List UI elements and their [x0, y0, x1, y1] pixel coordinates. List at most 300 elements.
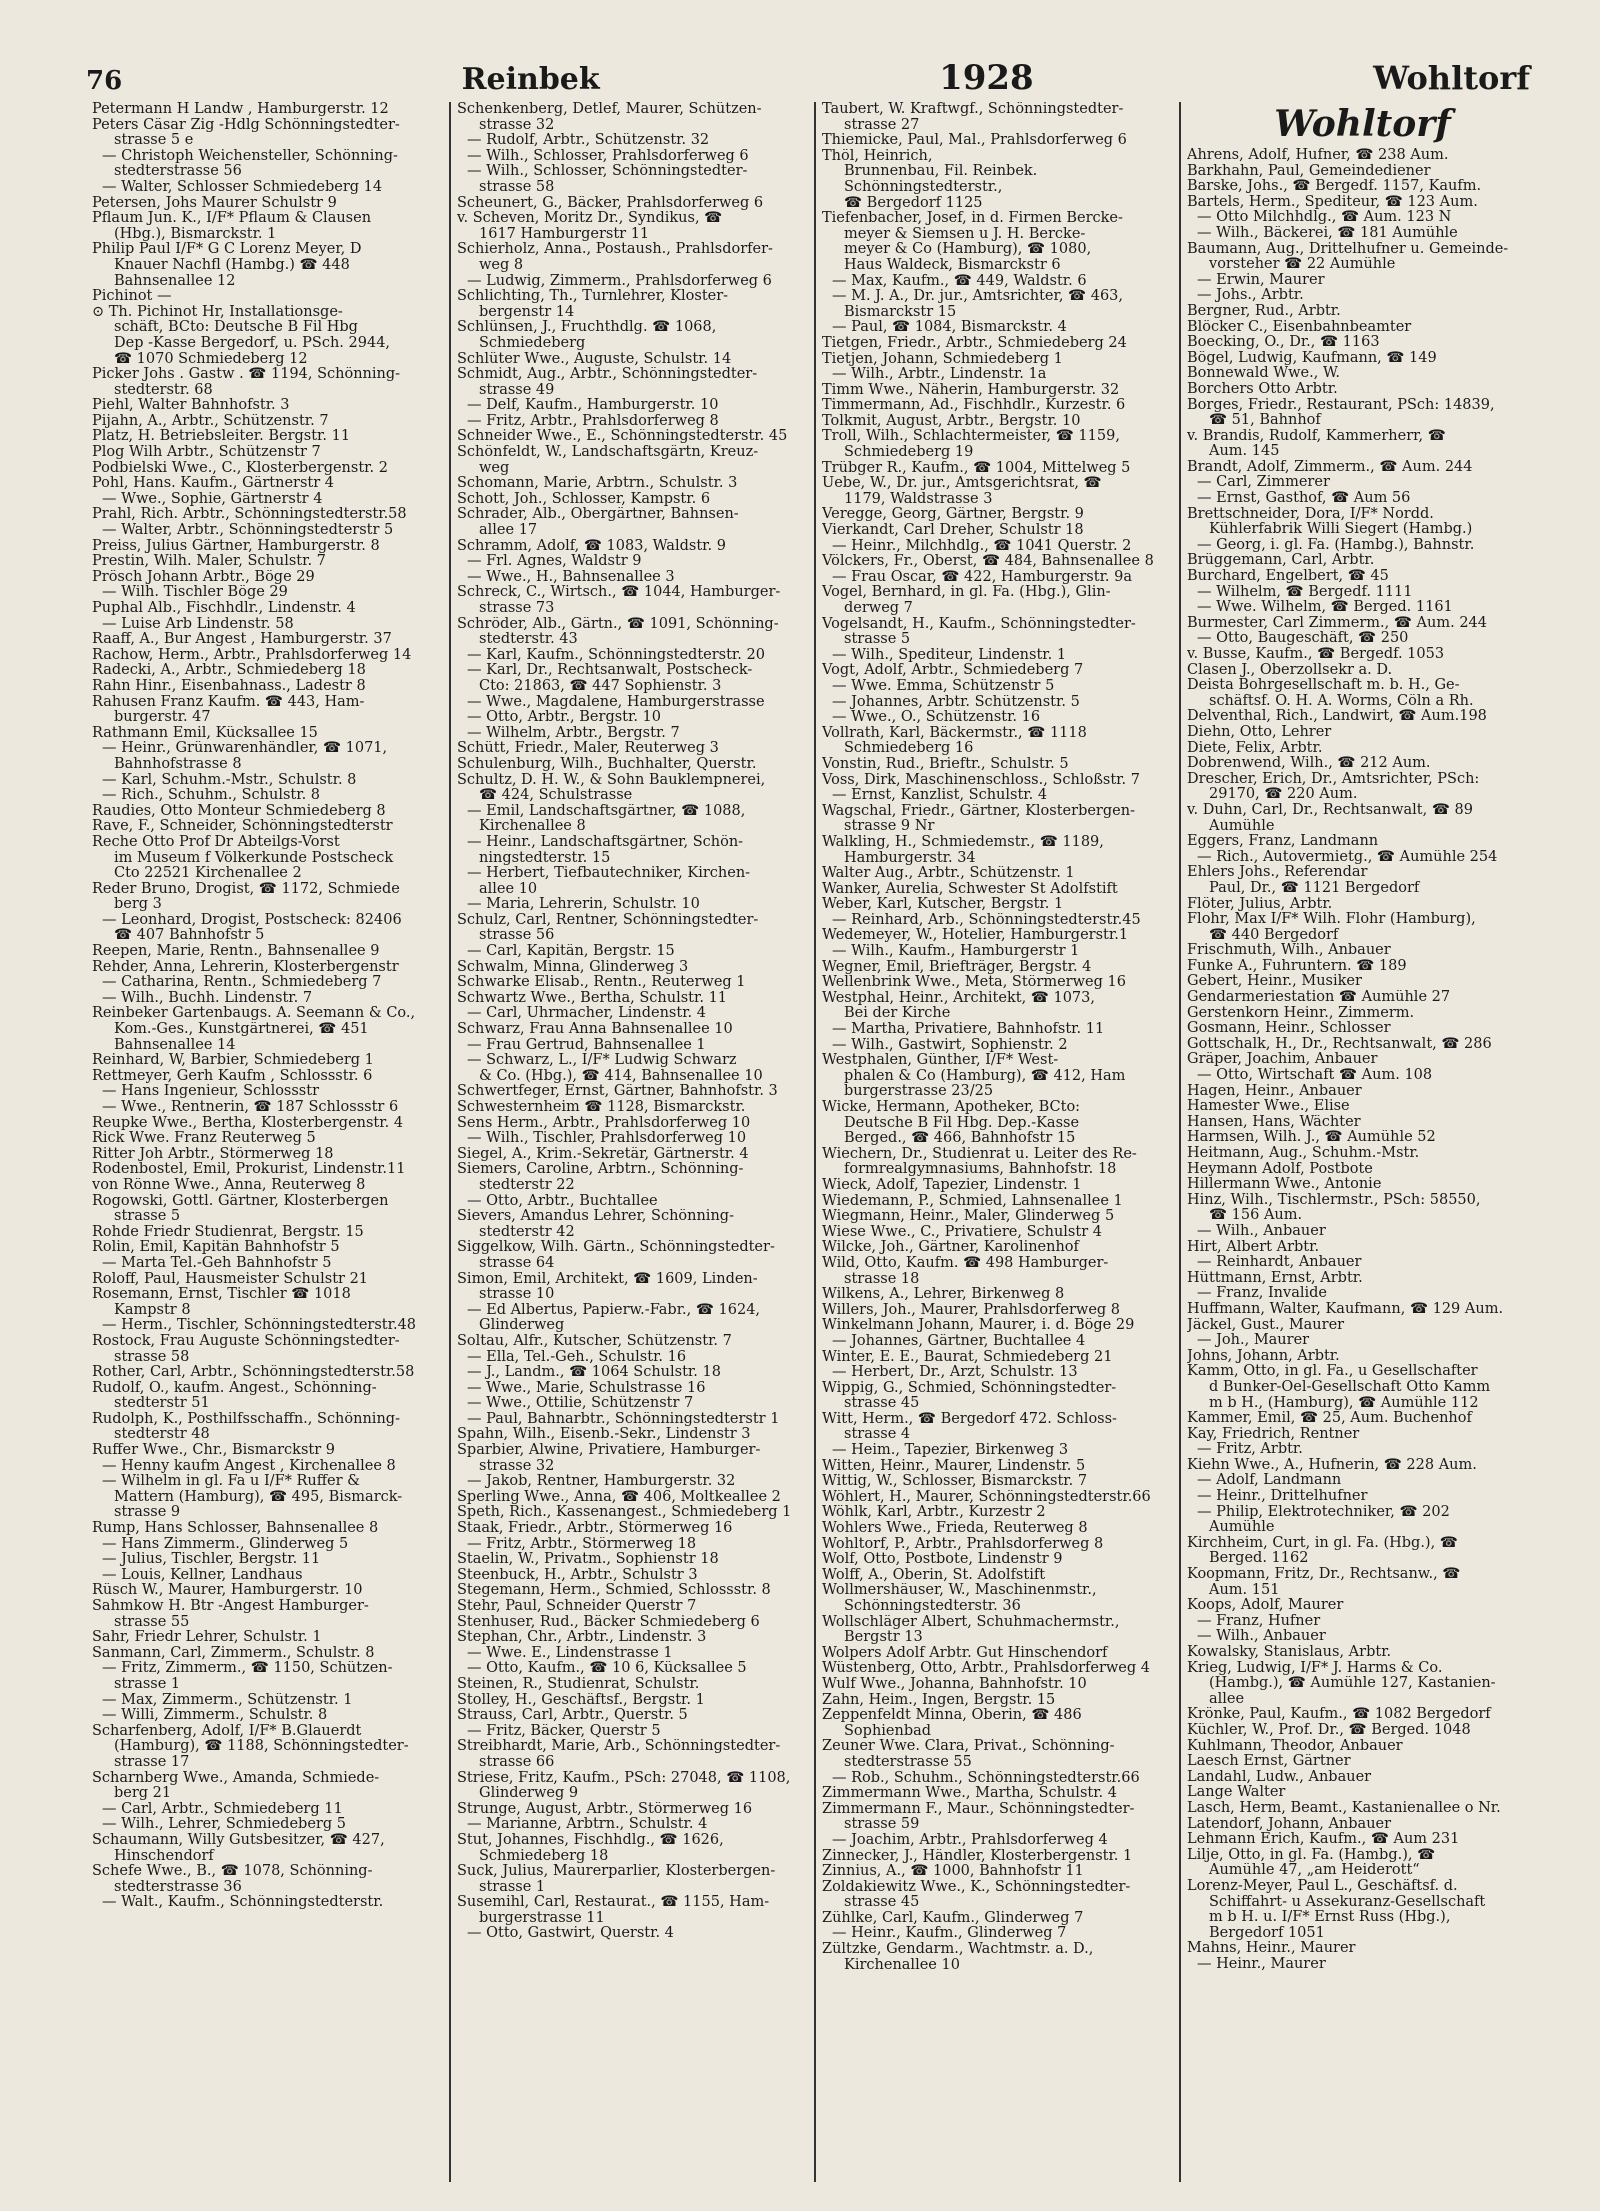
directory-entry-line: — Catharina, Rentn., Schmiedeberg 7 [102, 975, 382, 991]
directory-entry-line: Kammer, Emil, ☎ 25, Aum. Buchenhof [1187, 1411, 1472, 1427]
directory-entry-line: Stenhuser, Rud., Bäcker Schmiedeberg 6 [457, 1614, 760, 1630]
header-place: Reinbek [461, 62, 600, 97]
directory-entry-line: Diete, Felix, Arbtr. [1187, 740, 1323, 756]
directory-entry-line: Taubert, W. Kraftwgf., Schönningstedter- [822, 102, 1124, 117]
directory-entry-line: Bonnewald Wwe., W. [1187, 366, 1340, 382]
directory-entry-line: weg 8 [479, 257, 524, 273]
directory-entry-line: Trübger R., Kaufm., ☎ 1004, Mittelweg 5 [822, 460, 1131, 476]
directory-entry-line: — M. J. A., Dr. jur., Amtsrichter, ☎ 463, [832, 289, 1123, 305]
directory-entry-line: Soltau, Alfr., Kutscher, Schützenstr. 7 [457, 1333, 732, 1349]
directory-entry-line: Rosemann, Ernst, Tischler ☎ 1018 [92, 1287, 351, 1303]
directory-entry-line: Wolpers Adolf Arbtr. Gut Hinschendorf [822, 1645, 1108, 1661]
directory-entry-line: — Rudolf, Arbtr., Schützenstr. 32 [467, 133, 710, 149]
directory-entry-line: Aum. 151 [1209, 1582, 1280, 1598]
directory-entry-line: Picker Johs . Gastw . ☎ 1194, Schönning- [92, 367, 401, 383]
directory-entry-line: Weber, Karl, Kutscher, Bergstr. 1 [822, 897, 1064, 913]
directory-entry-line: Schulenburg, Wilh., Buchhalter, Querstr. [457, 756, 757, 772]
directory-entry-line: — Frau Gertrud, Bahnsenallee 1 [467, 1037, 706, 1053]
directory-entry-line: — Max, Kaufm., ☎ 449, Waldstr. 6 [832, 273, 1087, 289]
directory-entry-line: Rostock, Frau Auguste Schönningstedter- [92, 1333, 400, 1349]
directory-entry-line: Wellenbrink Wwe., Meta, Störmerweg 16 [822, 975, 1126, 991]
directory-entry-line: Hüttmann, Ernst, Arbtr. [1187, 1270, 1363, 1286]
directory-entry-line: — Wilh., Buchh. Lindenstr. 7 [102, 990, 313, 1006]
directory-entry-line: Funke A., Fuhruntern. ☎ 189 [1187, 958, 1407, 974]
header-right-title: Wohltorf [1373, 59, 1530, 97]
directory-entry-line: Barkhahn, Paul, Gemeindediener [1187, 163, 1431, 179]
directory-entry-line: — Otto, Gastwirt, Querstr. 4 [467, 1926, 674, 1942]
directory-entry-line: Bahnsenallee 14 [114, 1037, 236, 1053]
directory-entry-line: ⊙ Th. Pichinot Hr, Installationsge- [92, 304, 343, 320]
directory-entry-line: — Fritz, Arbtr., Störmerweg 18 [467, 1536, 697, 1552]
directory-entry-line: Frischmuth, Wilh., Anbauer [1187, 943, 1391, 959]
directory-entry-line: stedterstrasse 55 [844, 1754, 972, 1770]
directory-entry-line: Aumühle 47, „am Heiderott“ [1209, 1863, 1420, 1879]
directory-entry-line: Wolf, Otto, Postbote, Lindenstr 9 [822, 1552, 1063, 1568]
directory-entry-line: Schott, Joh., Schlosser, Kampstr. 6 [457, 491, 711, 507]
directory-entry-line: — Reinhardt, Anbauer [1197, 1255, 1362, 1271]
directory-entry-line: Lehmann Erich, Kaufm., ☎ Aum 231 [1187, 1832, 1460, 1848]
directory-entry-line: — Louis, Kellner, Landhaus [102, 1567, 303, 1583]
directory-entry-line: Zinnius, A., ☎ 1000, Bahnhofstr 11 [822, 1864, 1084, 1880]
directory-entry-line: Pichinot — [92, 289, 172, 305]
directory-entry-line: Podbielski Wwe., C., Klosterbergenstr. 2 [92, 460, 388, 476]
directory-entry-line: — Ella, Tel.-Geh., Schulstr. 16 [467, 1349, 687, 1365]
directory-entry-line: strasse 73 [479, 601, 555, 616]
directory-entry-line: v. Brandis, Rudolf, Kammerherr, ☎ [1187, 428, 1446, 444]
directory-entry-line: Reinhard, W, Barbier, Schmiedeberg 1 [92, 1053, 374, 1069]
directory-entry-line: Burmester, Carl Zimmerm., ☎ Aum. 244 [1187, 615, 1488, 631]
directory-entry-line: Gendarmeriestation ☎ Aumühle 27 [1187, 990, 1451, 1006]
directory-entry-line: Blöcker C., Eisenbahnbeamter [1187, 319, 1412, 335]
directory-entry-line: — Johannes, Gärtner, Buchtallee 4 [832, 1333, 1086, 1349]
directory-entry-line: Lilje, Otto, in gl. Fa. (Hambg.), ☎ [1187, 1847, 1436, 1863]
directory-entry-line: — Christoph Weichensteller, Schönning- [102, 148, 398, 164]
directory-entry-line: strasse 59 [844, 1817, 920, 1833]
directory-entry-line: weg [479, 460, 510, 476]
directory-entry-line: strasse 5 [114, 1209, 181, 1225]
directory-entry-line: Speth, Rich., Kassenangest., Schmiedeberg 1 [457, 1505, 792, 1521]
directory-entry-line: — Rob., Schuhm., Schönningstedterstr.66 [832, 1770, 1140, 1786]
directory-entry-line: Schulz, Carl, Rentner, Schönningstedter- [457, 912, 759, 928]
directory-entry-line: Rüsch W., Maurer, Hamburgerstr. 10 [92, 1583, 363, 1599]
directory-entry-line: Diehn, Otto, Lehrer [1187, 724, 1332, 740]
directory-entry-line: Zeppenfeldt Minna, Oberin, ☎ 486 [822, 1708, 1082, 1724]
directory-entry-line: Pijahn, A., Arbtr., Schützenstr. 7 [92, 413, 329, 429]
directory-entry-line: Brunnenbau, Fil. Reinbek. [844, 164, 1038, 180]
directory-entry-line: — Luise Arb Lindenstr. 58 [102, 616, 294, 632]
directory-entry-line: Sanmann, Carl, Zimmerm., Schulstr. 8 [92, 1645, 375, 1661]
directory-entry-line: Rathmann Emil, Kücksallee 15 [92, 725, 318, 741]
directory-entry-line: Haus Waldeck, Bismarckstr 6 [844, 257, 1061, 273]
directory-entry-line: strasse 1 [114, 1676, 181, 1692]
directory-entry-line: Huffmann, Walter, Kaufmann, ☎ 129 Aum. [1187, 1301, 1504, 1317]
directory-entry-line: phalen & Co (Hamburg), ☎ 412, Ham [844, 1068, 1126, 1084]
directory-entry-line: Reche Otto Prof Dr Abteilgs-Vorst [92, 834, 340, 850]
directory-entry-line: Rachow, Herm., Arbtr., Prahlsdorferweg 14 [92, 647, 412, 663]
directory-entry-line: — Fritz, Bäcker, Querstr 5 [467, 1723, 661, 1739]
directory-entry-line: Wohlers Wwe., Frieda, Reuterweg 8 [822, 1521, 1088, 1537]
directory-entry-line: Laesch Ernst, Gärtner [1187, 1754, 1351, 1770]
directory-entry-line: Wilkens, A., Lehrer, Birkenweg 8 [822, 1287, 1065, 1303]
directory-entry-line: Simon, Emil, Architekt, ☎ 1609, Linden- [457, 1271, 758, 1287]
directory-entry-line: — Wilh., Gastwirt, Sophienstr. 2 [832, 1037, 1068, 1053]
directory-entry-line: strasse 66 [479, 1754, 555, 1770]
directory-entry-line: Schmiedeberg 16 [844, 741, 974, 757]
directory-entry-line: Steenbuck, H., Arbtr., Schulstr 3 [457, 1567, 698, 1583]
directory-entry-line: strasse 56 [479, 928, 555, 944]
directory-entry-line: Vogt, Adolf, Arbtr., Schmiedeberg 7 [822, 663, 1084, 679]
directory-entry-line: Peters Cäsar Zig -Hdlg Schönningstedter- [92, 117, 400, 133]
directory-entry-line: Stephan, Chr., Arbtr., Lindenstr. 3 [457, 1630, 707, 1646]
directory-entry-line: Rehder, Anna, Lehrerin, Klosterbergenstr [92, 959, 399, 975]
directory-entry-line: Bei der Kirche [844, 1006, 951, 1022]
directory-entry-line: Staelin, W., Privatm., Sophienstr 18 [457, 1552, 719, 1568]
directory-entry-line: Zimmermann F., Maur., Schönningstedter- [822, 1801, 1135, 1817]
directory-entry-line: Glinderweg [479, 1318, 565, 1334]
directory-entry-line: Stegemann, Herm., Schmied, Schlossstr. 8 [457, 1583, 771, 1599]
directory-entry-line: Rother, Carl, Arbtr., Schönningstedterstr.58 [92, 1365, 415, 1381]
directory-entry-line: — Wilh., Spediteur, Lindenstr. 1 [832, 647, 1067, 663]
directory-entry-line: Tiefenbacher, Josef, in d. Firmen Bercke- [822, 211, 1123, 227]
directory-entry-line: strasse 49 [479, 382, 555, 398]
directory-entry-line: stedterstr 22 [479, 1177, 575, 1193]
directory-entry-line: Cto: 21863, ☎ 447 Sophienstr. 3 [479, 678, 722, 694]
directory-entry-line: Eggers, Franz, Landmann [1187, 834, 1379, 850]
directory-entry-line: Tolkmit, August, Arbtr., Bergstr. 10 [822, 413, 1081, 429]
directory-entry-line: Gosmann, Heinr., Schlosser [1187, 1021, 1391, 1037]
directory-entry-line: Delventhal, Rich., Landwirt, ☎ Aum.198 [1187, 709, 1487, 725]
directory-entry-line: 1617 Hamburgerstr 11 [479, 226, 650, 242]
directory-entry-line: Schwalm, Minna, Glinderweg 3 [457, 959, 689, 975]
directory-entry-line: Burchard, Engelbert, ☎ 45 [1187, 569, 1389, 585]
directory-entry-line: berg 3 [114, 897, 162, 913]
directory-entry-line: m b H. u. I/F* Ernst Russ (Hbg.), [1209, 1910, 1451, 1926]
directory-entry-line: Siemers, Caroline, Arbtrn., Schönning- [457, 1162, 744, 1178]
directory-entry-line: Kom.-Ges., Kunstgärtnerei, ☎ 451 [114, 1022, 369, 1038]
directory-entry-line: Stehr, Paul, Schneider Querstr 7 [457, 1599, 697, 1614]
directory-entry-line: Bahnhofstrasse 8 [114, 756, 242, 772]
directory-entry-line: stedterstrasse 36 [114, 1879, 242, 1895]
directory-entry-line: Borges, Friedr., Restaurant, PSch: 14839, [1187, 397, 1495, 413]
directory-entry-line: allee 10 [479, 881, 538, 897]
directory-entry-line: ☎ 1070 Schmiedeberg 12 [114, 351, 308, 367]
directory-entry-line: von Rönne Wwe., Anna, Reuterweg 8 [92, 1177, 366, 1193]
directory-entry-line: Pflaum Jun. K., I/F* Pflaum & Clausen [92, 211, 372, 227]
directory-entry-line: Gebert, Heinr., Musiker [1187, 974, 1362, 990]
directory-entry-line: — Heinr., Landschaftsgärtner, Schön- [467, 834, 744, 850]
directory-entry-line: Schmiedeberg 19 [844, 445, 974, 461]
directory-entry-line: — Wwe., Ottilie, Schützenstr 7 [467, 1396, 694, 1412]
directory-entry-line: Philip Paul I/F* G C Lorenz Meyer, D [92, 242, 362, 258]
directory-entry-line: — Heinr., Milchhdlg., ☎ 1041 Querstr. 2 [832, 538, 1132, 554]
directory-entry-line: strasse 64 [479, 1255, 555, 1271]
directory-entry-line: Bögel, Ludwig, Kaufmann, ☎ 149 [1187, 350, 1437, 366]
directory-entry-line: Bergstr 13 [844, 1630, 923, 1646]
directory-entry-line: Rolin, Emil, Kapitän Bahnhofstr 5 [92, 1240, 340, 1256]
directory-entry-line: Barske, Johs., ☎ Bergedf. 1157, Kaufm. [1187, 179, 1482, 195]
directory-entry-line: — Wwe. Wilhelm, ☎ Berged. 1161 [1197, 600, 1453, 616]
directory-entry-line: 29170, ☎ 220 Aum. [1209, 787, 1358, 803]
directory-entry-line: — Wwe. E., Lindenstrasse 1 [467, 1645, 673, 1661]
directory-entry-line: im Museum f Völkerkunde Postscheck [114, 850, 394, 866]
directory-entry-line: Roloff, Paul, Hausmeister Schulstr 21 [92, 1271, 369, 1287]
directory-entry-line: — Wilhelm, ☎ Bergedf. 1111 [1197, 584, 1413, 600]
directory-entry-line: & Co. (Hbg.), ☎ 414, Bahnsenallee 10 [479, 1068, 763, 1084]
directory-entry-line: Westphal, Heinr., Architekt, ☎ 1073, [822, 990, 1095, 1006]
directory-entry-line: — Wilhelm in gl. Fa u I/F* Ruffer & [102, 1474, 361, 1490]
directory-entry-line: Staak, Friedr., Arbtr., Störmerweg 16 [457, 1521, 733, 1537]
directory-entry-line: — Willi, Zimmerm., Schulstr. 8 [102, 1708, 328, 1724]
directory-entry-line: ☎ 407 Bahnhofstr 5 [114, 928, 265, 944]
directory-entry-line: — Wilh. Tischler Böge 29 [102, 585, 288, 601]
directory-entry-line: Schwarke Elisab., Rentn., Reuterweg 1 [457, 975, 746, 991]
directory-entry-line: Prestin, Wilh. Maler, Schulstr. 7 [92, 554, 326, 570]
directory-entry-line: — Hans Ingenieur, Schlossstr [102, 1084, 320, 1100]
directory-entry-line: Piehl, Walter Bahnhofstr. 3 [92, 398, 290, 414]
directory-entry-line: — Hans Zimmerm., Glinderweg 5 [102, 1536, 349, 1552]
directory-entry-line: Rodenbostel, Emil, Prokurist, Lindenstr.11 [92, 1162, 406, 1178]
directory-entry-line: — Adolf, Landmann [1197, 1473, 1342, 1489]
directory-entry-line: Brandt, Adolf, Zimmerm., ☎ Aum. 244 [1187, 459, 1473, 475]
directory-entry-line: ☎ 51, Bahnhof [1209, 413, 1321, 429]
directory-entry-line: bergenstr 14 [479, 304, 575, 320]
directory-entry-line: Plog Wilh Arbtr., Schützenstr 7 [92, 445, 321, 461]
directory-entry-line: Rogowski, Gottl. Gärtner, Klosterbergen [92, 1193, 389, 1209]
directory-entry-line: Wollschläger Albert, Schuhmachermstr., [822, 1614, 1120, 1630]
directory-entry-line: Wolff, A., Oberin, St. Adolfstift [822, 1567, 1046, 1583]
directory-entry-line: Rump, Hans Schlosser, Bahnsenallee 8 [92, 1521, 379, 1537]
directory-entry-line: Reder Bruno, Drogist, ☎ 1172, Schmiede [92, 881, 400, 897]
directory-entry-line: burgerstrasse 23/25 [844, 1084, 994, 1100]
directory-entry-line: Deista Bohrgesellschaft m. b. H., Ge- [1187, 678, 1460, 694]
directory-entry-line: stedterstr. 68 [114, 382, 213, 398]
directory-entry-line: — Otto, Kaufm., ☎ 10 6, Kücksallee 5 [467, 1661, 747, 1677]
directory-entry-line: Sperling Wwe., Anna, ☎ 406, Moltkeallee 2 [457, 1489, 781, 1505]
directory-entry-line: strasse 27 [844, 117, 920, 133]
directory-entry-line: — Franz, Invalide [1197, 1286, 1327, 1302]
directory-entry-line: Wagschal, Friedr., Gärtner, Klosterbergen- [822, 803, 1135, 819]
directory-entry-line: Ehlers Johs., Referendar [1187, 865, 1368, 881]
directory-entry-line: ☎ 424, Schulstrasse [479, 788, 633, 804]
directory-entry-line: Schultz, D. H. W., & Sohn Bauklempnerei, [457, 772, 766, 788]
directory-entry-line: Wiedemann, P., Schmied, Lahnsenallee 1 [822, 1193, 1123, 1209]
directory-entry-line: Boecking, O., Dr., ☎ 1163 [1187, 335, 1380, 351]
directory-entry-line: — Karl, Schuhm.-Mstr., Schulstr. 8 [102, 772, 357, 788]
directory-entry-line: Schmiedeberg [479, 335, 586, 351]
directory-entry-line: — Heim., Tapezier, Birkenweg 3 [832, 1443, 1069, 1459]
directory-entry-line: Rudolph, K., Posthilfsschaffn., Schönning- [92, 1411, 400, 1427]
directory-entry-line: Berged., ☎ 466, Bahnhofstr 15 [844, 1131, 1076, 1147]
directory-entry-line: Wild, Otto, Kaufm. ☎ 498 Hamburger- [822, 1255, 1109, 1271]
directory-entry-line: — Wilh., Tischler, Prahlsdorferweg 10 [467, 1131, 747, 1147]
directory-entry-line: strasse 45 [844, 1396, 920, 1412]
directory-entry-line: Hamburgerstr. 34 [844, 850, 976, 866]
directory-entry-line: burgerstrasse 11 [479, 1910, 605, 1926]
directory-entry-line: Wippig, G., Schmied, Schönningstedter- [822, 1380, 1117, 1396]
page-number: 76 [86, 66, 123, 96]
directory-entry-line: Hamester Wwe., Elise [1187, 1099, 1350, 1115]
directory-entry-line: Cto 22521 Kirchenallee 2 [114, 866, 302, 882]
directory-entry-line: Rave, F., Schneider, Schönningstedterstr [92, 819, 393, 835]
directory-entry-line: Zahn, Heim., Ingen, Bergstr. 15 [822, 1692, 1056, 1708]
directory-entry-line: — Leonhard, Drogist, Postscheck: 82406 [102, 912, 402, 928]
directory-entry-line: Kirchenallee 8 [479, 819, 586, 835]
directory-entry-line: — Julius, Tischler, Bergstr. 11 [102, 1552, 321, 1568]
directory-entry-line: 1179, Waldstrasse 3 [844, 491, 993, 507]
directory-entry-line: Krieg, Ludwig, I/F* J. Harms & Co. [1187, 1660, 1443, 1676]
directory-entry-line: Schierholz, Anna., Postaush., Prahlsdorfer- [457, 242, 773, 258]
directory-entry-line: — Herbert, Dr., Arzt, Schulstr. 13 [832, 1365, 1078, 1381]
directory-entry-line: Küchler, W., Prof. Dr., ☎ Berged. 1048 [1187, 1722, 1471, 1738]
directory-entry-line: Petersen, Johs Maurer Schulstr 9 [92, 195, 337, 211]
directory-entry-line: m b H., (Hamburg), ☎ Aumühle 112 [1209, 1395, 1479, 1411]
directory-entry-line: stedterstr. 43 [479, 632, 578, 648]
header-year: 1928 [939, 58, 1034, 98]
directory-entry-line: strasse 9 Nr [844, 819, 935, 835]
directory-entry-line: Heymann Adolf, Postbote [1187, 1161, 1373, 1177]
directory-entry-line: Wicke, Hermann, Apotheker, BCto: [822, 1100, 1081, 1115]
directory-entry-line: Sahmkow H. Btr -Angest Hamburger- [92, 1599, 369, 1614]
directory-entry-line: — Wilh., Anbauer [1197, 1223, 1326, 1239]
directory-entry-line: Drescher, Erich, Dr., Amtsrichter, PSch: [1187, 771, 1480, 787]
directory-entry-line: Schlichting, Th., Turnlehrer, Kloster- [457, 289, 729, 305]
directory-entry-line: — Walter, Arbtr., Schönningstedterstr 5 [102, 523, 394, 539]
directory-entry-line: Lange Walter [1187, 1785, 1286, 1801]
directory-entry-line: Knauer Nachfl (Hambg.) ☎ 448 [114, 257, 350, 273]
directory-entry-line: Schomann, Marie, Arbtrn., Schulstr. 3 [457, 476, 738, 492]
directory-entry-line: Puphal Alb., Fischhdlr., Lindenstr. 4 [92, 601, 356, 616]
directory-entry-line: Bahnsenallee 12 [114, 273, 236, 289]
directory-entry-line: Rohde Friedr Studienrat, Bergstr. 15 [92, 1224, 364, 1240]
directory-entry-line: Brettschneider, Dora, I/F* Nordd. [1187, 506, 1434, 522]
directory-entry-line: Dobrenwend, Wilh., ☎ 212 Aum. [1187, 756, 1431, 772]
directory-entry-line: Vogelsandt, H., Kaufm., Schönningstedter- [822, 616, 1136, 632]
directory-entry-line: allee 17 [479, 523, 538, 539]
directory-entry-line: ☎ 440 Bergedorf [1209, 927, 1339, 943]
directory-entry-line: Clasen J., Oberzollsekr a. D. [1187, 662, 1393, 678]
directory-entry-line: strasse 5 e [114, 133, 194, 149]
directory-entry-line: schäftsf. O. H. A. Worms, Cöln a Rh. [1209, 693, 1474, 709]
directory-entry-line: — Maria, Lehrerin, Schulstr. 10 [467, 897, 700, 913]
directory-entry-line: Kirchheim, Curt, in gl. Fa. (Hbg.), ☎ [1187, 1535, 1458, 1551]
directory-entry-line: Spahn, Wilh., Eisenb.-Sekr., Lindenstr 3 [457, 1427, 751, 1443]
directory-entry-line: — Karl, Dr., Rechtsanwalt, Postscheck- [467, 663, 753, 679]
directory-entry-line: Prahl, Rich. Arbtr., Schönningstedterstr.58 [92, 507, 407, 523]
directory-entry-line: Hinz, Wilh., Tischlermstr., PSch: 58550, [1187, 1192, 1481, 1208]
directory-entry-line: — Schwarz, L., I/F* Ludwig Schwarz [467, 1053, 737, 1069]
directory-entry-line: v. Busse, Kaufm., ☎ Bergedf. 1053 [1187, 647, 1445, 662]
directory-entry-line: Suck, Julius, Maurerparlier, Klosterbergen- [457, 1864, 776, 1880]
directory-entry-line: Willers, Joh., Maurer, Prahlsdorferweg 8 [822, 1302, 1121, 1318]
directory-entry-line: strasse 45 [844, 1895, 920, 1911]
directory-entry-line: strasse 10 [479, 1287, 555, 1303]
directory-entry-line: Prösch Johann Arbtr., Böge 29 [92, 569, 315, 585]
directory-entry-line: Radecki, A., Arbtr., Schmiedeberg 18 [92, 663, 366, 679]
directory-entry-line: Mattern (Hamburg), ☎ 495, Bismarck- [114, 1489, 403, 1505]
directory-entry-line: Krönke, Paul, Kaufm., ☎ 1082 Bergedorf [1187, 1707, 1491, 1723]
directory-entry-line: stedterstr 51 [114, 1396, 210, 1412]
directory-entry-line: stedterstrasse 56 [114, 164, 242, 180]
directory-entry-line: — Joachim, Arbtr., Prahlsdorferweg 4 [832, 1832, 1108, 1848]
directory-entry-line: Susemihl, Carl, Restaurat., ☎ 1155, Ham- [457, 1895, 770, 1911]
directory-entry-line: — Wilh., Kaufm., Hamburgerstr 1 [832, 944, 1080, 960]
directory-entry-line: Thöl, Heinrich, [822, 148, 933, 164]
directory-entry-line: Schefe Wwe., B., ☎ 1078, Schönning- [92, 1864, 373, 1880]
directory-entry-line: Schenkenberg, Detlef, Maurer, Schützen- [457, 102, 762, 117]
directory-entry-line: Strunge, August, Arbtr., Störmerweg 16 [457, 1801, 753, 1817]
directory-entry-line: burgerstr. 47 [114, 710, 211, 726]
directory-entry-line: Kay, Friedrich, Rentner [1187, 1426, 1360, 1442]
directory-entry-line: Schreck, C., Wirtsch., ☎ 1044, Hamburger- [457, 585, 781, 601]
directory-entry-line: v. Duhn, Carl, Dr., Rechtsanwalt, ☎ 89 [1187, 802, 1473, 818]
directory-entry-line: Glinderweg 9 [479, 1786, 579, 1802]
directory-entry-line: strasse 1 [479, 1879, 546, 1895]
directory-entry-line: Timmermann, Ad., Fischhdlr., Kurzestr. 6 [822, 398, 1126, 414]
directory-entry-line: — Heinr., Maurer [1197, 1956, 1326, 1972]
directory-entry-line: Scheunert, G., Bäcker, Prahlsdorferweg 6 [457, 195, 764, 211]
directory-entry-line: meyer & Co (Hamburg), ☎ 1080, [844, 242, 1092, 258]
directory-entry-line: Schönfeldt, W., Landschaftsgärtn, Kreuz- [457, 445, 759, 461]
directory-entry-line: Raudies, Otto Monteur Schmiedeberg 8 [92, 803, 386, 819]
directory-entry-line: Wiegmann, Heinr., Maler, Glinderweg 5 [822, 1209, 1115, 1225]
directory-entry-line: Reupke Wwe., Bertha, Klosterbergenstr. 4 [92, 1115, 404, 1131]
directory-entry-line: Aumühle [1209, 818, 1275, 834]
directory-entry-line: Deutsche B Fil Hbg. Dep.-Kasse [844, 1115, 1080, 1131]
directory-entry-line: Wüstenberg, Otto, Arbtr., Prahlsdorferweg 4 [822, 1661, 1150, 1677]
directory-entry-line: Schwertfeger, Ernst, Gärtner, Bahnhofstr. 3 [457, 1084, 778, 1100]
directory-entry-line: derweg 7 [844, 601, 913, 616]
directory-entry-line: Flöter, Julius, Arbtr. [1187, 896, 1333, 912]
directory-entry-line: — Paul, ☎ 1084, Bismarckstr. 4 [832, 320, 1067, 336]
directory-entry-line: — Frl. Agnes, Waldstr 9 [467, 554, 642, 570]
directory-entry-line: Berged. 1162 [1209, 1551, 1309, 1567]
directory-entry-line: — Jakob, Rentner, Hamburgerstr. 32 [467, 1474, 736, 1490]
directory-entry-line: Dep -Kasse Bergedorf, u. PSch. 2944, [114, 335, 391, 351]
directory-entry-line: — Otto Milchhdlg., ☎ Aum. 123 N [1197, 210, 1452, 226]
directory-entry-line: Sahr, Friedr Lehrer, Schulstr. 1 [92, 1630, 322, 1646]
directory-entry-line: meyer & Siemsen u J. H. Bercke- [844, 226, 1086, 242]
directory-entry-line: Schwartz Wwe., Bertha, Schulstr. 11 [457, 990, 728, 1006]
directory-entry-line: Striese, Fritz, Kaufm., PSch: 27048, ☎ 1108, [457, 1770, 791, 1786]
directory-entry-line: — Frau Oscar, ☎ 422, Hamburgerstr. 9a [832, 569, 1132, 585]
directory-entry-line: Stut, Johannes, Fischhdlg., ☎ 1626, [457, 1832, 724, 1848]
directory-entry-line: Jäckel, Gust., Maurer [1187, 1317, 1345, 1333]
directory-entry-line: — Heinr., Drittelhufner [1197, 1489, 1368, 1505]
directory-entry-line: — Wwe., Magdalene, Hamburgerstrasse [467, 694, 765, 710]
directory-entry-line: berg 21 [114, 1786, 172, 1802]
directory-entry-line: v. Scheven, Moritz Dr., Syndikus, ☎ [457, 211, 723, 227]
directory-entry-line: Schlüter Wwe., Auguste, Schulstr. 14 [457, 351, 732, 367]
directory-entry-line: Kühlerfabrik Willi Siegert (Hambg.) [1209, 522, 1473, 538]
directory-entry-line: Wittig, W., Schlosser, Bismarckstr. 7 [822, 1474, 1088, 1490]
directory-entry-line: stedterstr 48 [114, 1427, 210, 1443]
directory-entry-line: Kampstr 8 [114, 1302, 191, 1318]
directory-entry-line: Wollmershäuser, W., Maschinenmstr., [822, 1583, 1097, 1599]
directory-entry-line: Rahusen Franz Kaufm. ☎ 443, Ham- [92, 694, 365, 710]
directory-entry-line: Vollrath, Karl, Bäckermstr., ☎ 1118 [822, 725, 1087, 741]
section-title: Wohltorf [1274, 103, 1451, 145]
directory-entry-line: Landahl, Ludw., Anbauer [1187, 1769, 1372, 1785]
directory-entry-line: Völckers, Fr., Oberst, ☎ 484, Bahnsenallee 8 [822, 554, 1154, 570]
directory-entry-line: Wilcke, Joh., Gärtner, Karolinenhof [822, 1240, 1079, 1256]
directory-entry-line: (Hbg.), Bismarckstr. 1 [114, 226, 277, 242]
directory-entry-line: Pohl, Hans. Kaufm., Gärtnerstr 4 [92, 476, 335, 492]
directory-entry-line: — Carl, Uhrmacher, Lindenstr. 4 [467, 1006, 706, 1022]
directory-entry-line: Steinen, R., Studienrat, Schulstr. [457, 1676, 700, 1692]
directory-entry-line: strasse 55 [114, 1614, 190, 1630]
directory-entry-line: Gerstenkorn Heinr., Zimmerm. [1187, 1005, 1415, 1021]
directory-entry-line: — Heinr., Kaufm., Glinderweg 7 [832, 1926, 1067, 1942]
